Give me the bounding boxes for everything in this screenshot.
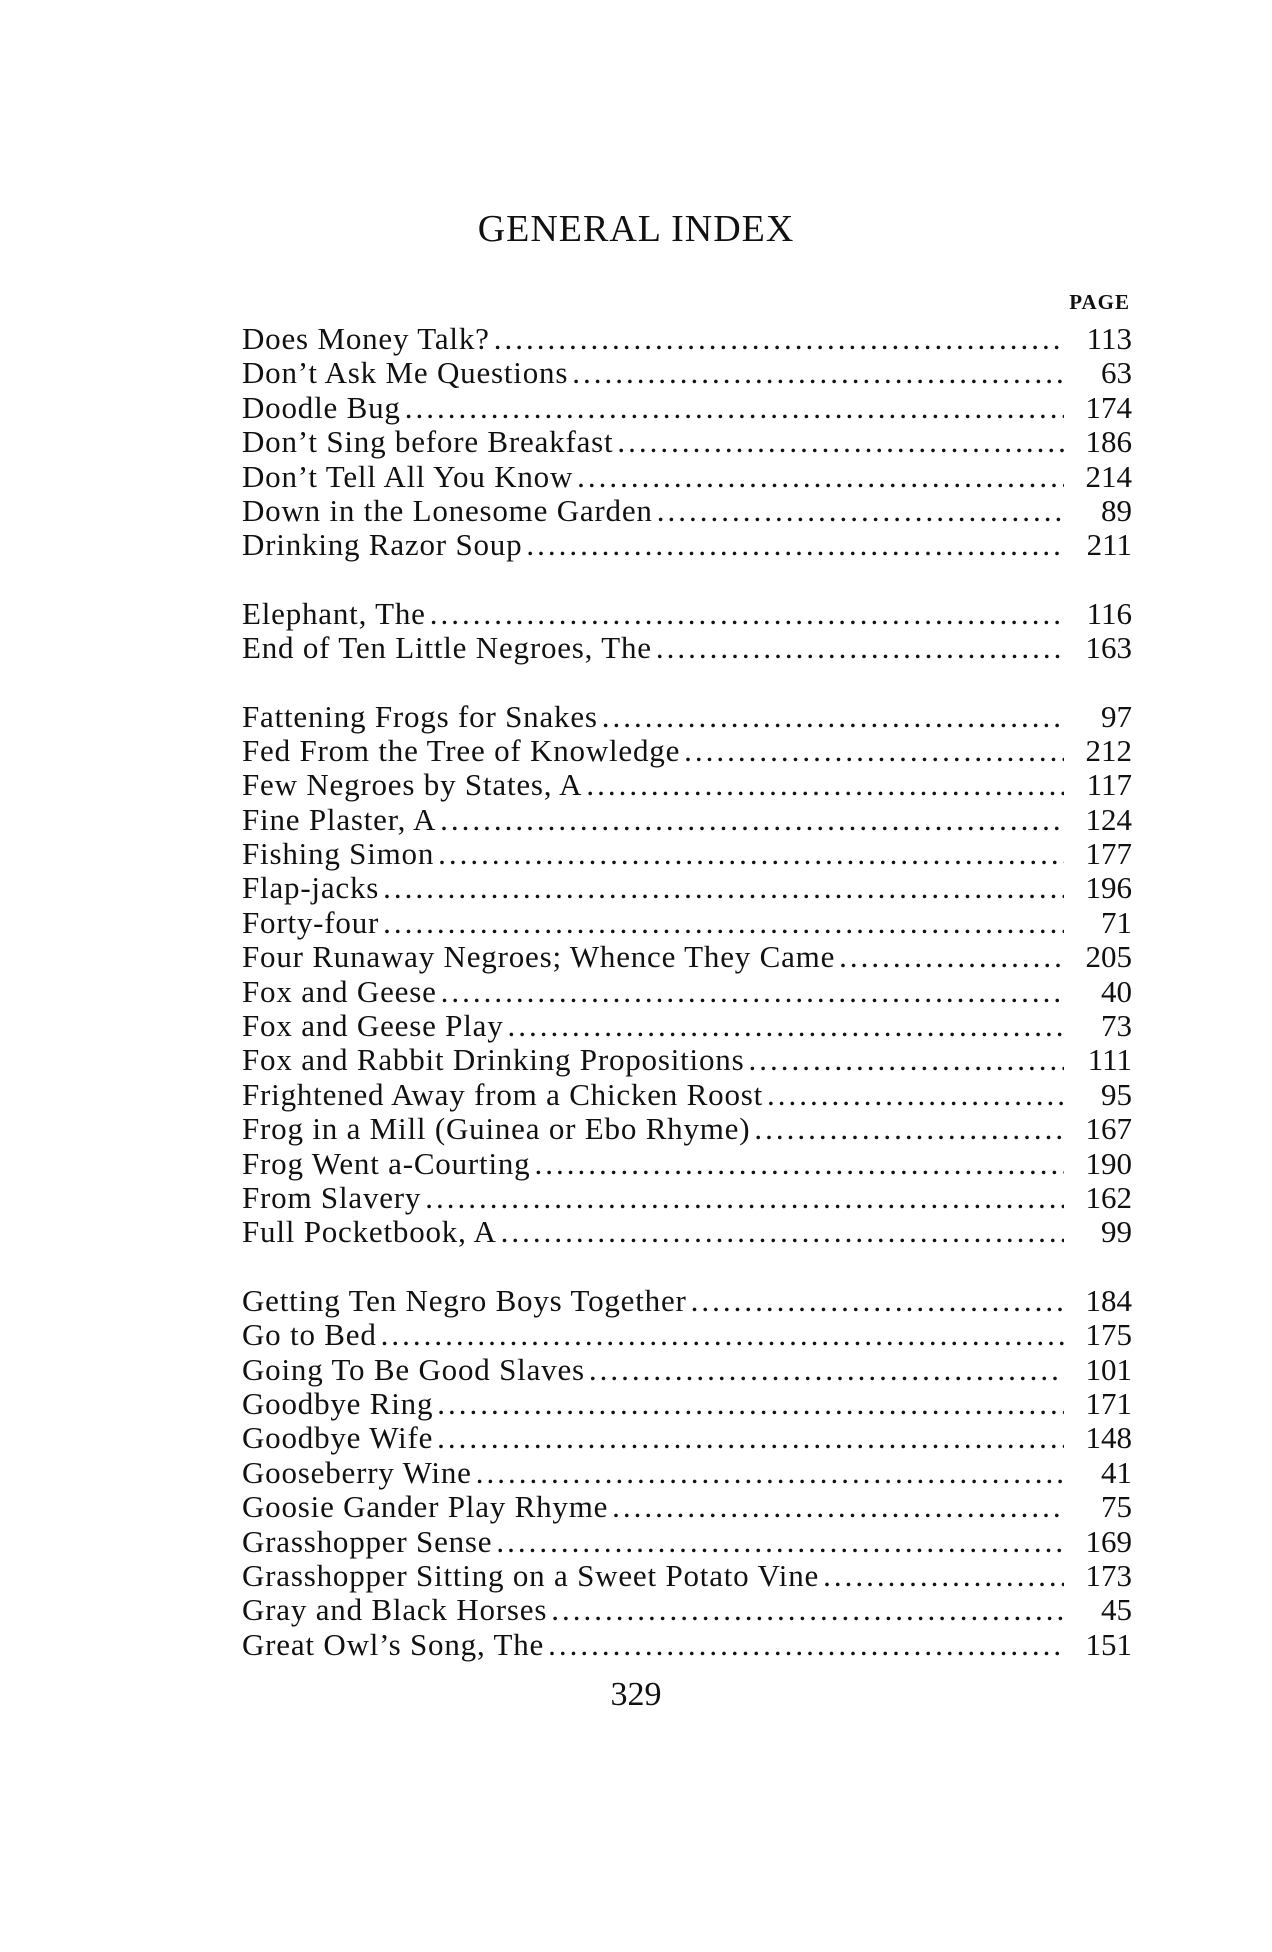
entry-page-number: 205	[1085, 939, 1132, 975]
dot-leader	[656, 631, 1064, 665]
entry-title: Gooseberry Wine	[242, 1454, 472, 1490]
entry-page-number: 97	[1101, 698, 1132, 734]
dot-leader	[405, 391, 1064, 425]
entry-page-number: 111	[1087, 1042, 1132, 1078]
entry-page-number: 99	[1101, 1214, 1132, 1250]
entry-title: Down in the Lonesome Garden	[242, 492, 653, 528]
index-entry	[242, 391, 1132, 425]
index-entry	[242, 768, 1132, 802]
dot-leader	[823, 1559, 1064, 1593]
index-list	[242, 322, 1132, 1662]
entry-title: Fishing Simon	[242, 836, 435, 872]
index-entry	[242, 1284, 1132, 1318]
entry-title: Doodle Bug	[242, 389, 401, 425]
index-entry	[242, 1009, 1132, 1043]
index-entry	[242, 734, 1132, 768]
dot-leader	[767, 1078, 1064, 1112]
index-entry	[242, 1387, 1132, 1421]
index-entry	[242, 1559, 1132, 1593]
index-entry	[242, 528, 1132, 562]
dot-leader	[526, 528, 1064, 562]
entry-page-number: 173	[1085, 1557, 1132, 1593]
dot-leader	[508, 1009, 1065, 1043]
index-entry	[242, 460, 1132, 494]
entry-title: Fine Plaster, A	[242, 801, 437, 837]
entry-title: Forty-four	[242, 904, 380, 940]
index-group	[242, 700, 1132, 1250]
entry-title: Few Negroes by States, A	[242, 767, 583, 803]
entry-page-number: 113	[1086, 321, 1132, 356]
entry-title: Full Pocketbook, A	[242, 1214, 497, 1250]
entry-title: Elephant, The	[242, 595, 426, 631]
entry-title: Great Owl’s Song, The	[242, 1626, 545, 1662]
entry-page-number: 63	[1101, 355, 1132, 391]
dot-leader	[839, 940, 1064, 974]
index-entry	[242, 425, 1132, 459]
page-title: GENERAL INDEX	[477, 208, 795, 250]
entry-page-number: 101	[1085, 1351, 1132, 1387]
dot-leader	[612, 1490, 1064, 1524]
entry-title: Fed From the Tree of Knowledge	[242, 732, 681, 768]
entry-page-number: 151	[1085, 1626, 1132, 1662]
index-entry	[242, 940, 1132, 974]
entry-title: Getting Ten Negro Boys Together	[242, 1282, 687, 1318]
index-group	[242, 322, 1132, 563]
entry-page-number: 174	[1085, 389, 1132, 425]
entry-title: From Slavery	[242, 1179, 422, 1215]
entry-page-number: 148	[1085, 1420, 1132, 1456]
entry-title: Drinking Razor Soup	[242, 527, 523, 563]
entry-title: Frog Went a-Courting	[242, 1145, 531, 1181]
entry-title: Fox and Rabbit Drinking Propositions	[242, 1042, 745, 1078]
index-entry	[242, 1525, 1132, 1559]
entry-title: Frightened Away from a Chicken Roost	[242, 1076, 764, 1112]
entry-page-number: 171	[1085, 1385, 1132, 1421]
dot-leader	[430, 597, 1064, 631]
entry-page-number: 212	[1085, 732, 1132, 768]
index-entry	[242, 356, 1132, 390]
entry-title: Fattening Frogs for Snakes	[242, 698, 598, 734]
index-entry	[242, 631, 1132, 665]
entry-page-number: 117	[1086, 767, 1132, 803]
entry-page-number: 116	[1086, 595, 1132, 631]
dot-leader	[476, 1456, 1064, 1490]
entry-title: Grasshopper Sitting on a Sweet Potato Vine	[242, 1557, 820, 1593]
index-entry	[242, 1490, 1132, 1524]
entry-title: Goodbye Wife	[242, 1420, 434, 1456]
index-entry	[242, 871, 1132, 905]
entry-title: Four Runaway Negroes; Whence They Came	[242, 939, 836, 975]
entry-title: Fox and Geese Play	[242, 1008, 504, 1044]
entry-page-number: 211	[1086, 527, 1132, 563]
entry-page-number: 186	[1085, 424, 1132, 460]
dot-leader	[754, 1112, 1064, 1146]
entry-title: Flap-jacks	[242, 870, 380, 906]
index-entry	[242, 906, 1132, 940]
dot-leader	[691, 1284, 1064, 1318]
entry-title: Don’t Sing before Breakfast	[242, 424, 614, 460]
dot-leader	[383, 906, 1064, 940]
entry-page-number: 124	[1085, 801, 1132, 837]
index-entry	[242, 1456, 1132, 1490]
index-entry	[242, 700, 1132, 734]
entry-page-number: 45	[1101, 1592, 1132, 1628]
index-entry	[242, 1147, 1132, 1181]
entry-title: Going To Be Good Slaves	[242, 1351, 585, 1387]
dot-leader	[437, 1421, 1064, 1455]
entry-page-number: 214	[1085, 458, 1132, 494]
entry-page-number: 177	[1085, 836, 1132, 872]
dot-leader	[438, 837, 1064, 871]
entry-title: Go to Bed	[242, 1317, 377, 1353]
dot-leader	[548, 1628, 1064, 1662]
entry-page-number: 71	[1101, 904, 1132, 940]
entry-title: Goodbye Ring	[242, 1385, 434, 1421]
dot-leader	[748, 1043, 1064, 1077]
index-entry	[242, 1593, 1132, 1627]
dot-leader	[572, 356, 1064, 390]
index-entry	[242, 1421, 1132, 1455]
index-entry	[242, 597, 1132, 631]
dot-leader	[617, 425, 1064, 459]
index-group	[242, 1284, 1132, 1662]
entry-title: Does Money Talk?	[242, 321, 490, 356]
dot-leader	[425, 1181, 1064, 1215]
dot-leader	[684, 734, 1064, 768]
entry-title: Fox and Geese	[242, 973, 437, 1009]
index-entry	[242, 494, 1132, 528]
entry-page-number: 73	[1101, 1008, 1132, 1044]
dot-leader	[589, 1353, 1064, 1387]
index-entry	[242, 837, 1132, 871]
dot-leader	[496, 1525, 1064, 1559]
entry-title: Frog in a Mill (Guinea or Ebo Rhyme)	[242, 1111, 751, 1147]
dot-leader	[383, 871, 1064, 905]
dot-leader	[501, 1215, 1064, 1249]
entry-page-number: 41	[1101, 1454, 1132, 1490]
page-number: 329	[610, 1676, 662, 1713]
index-entry	[242, 1318, 1132, 1352]
entry-title: Don’t Ask Me Questions	[242, 355, 569, 391]
index-entry	[242, 1628, 1132, 1662]
dot-leader	[602, 700, 1064, 734]
entry-title: End of Ten Little Negroes, The	[242, 630, 652, 666]
entry-title: Don’t Tell All You Know	[242, 458, 574, 494]
index-entry	[242, 322, 1132, 356]
entry-page-number: 75	[1101, 1489, 1132, 1525]
entry-page-number: 175	[1085, 1317, 1132, 1353]
entry-page-number: 167	[1085, 1111, 1132, 1147]
dot-leader	[657, 494, 1064, 528]
entry-page-number: 89	[1101, 492, 1132, 528]
entry-page-number: 196	[1085, 870, 1132, 906]
index-entry	[242, 1353, 1132, 1387]
entry-title: Goosie Gander Play Rhyme	[242, 1489, 609, 1525]
dot-leader	[494, 322, 1064, 356]
dot-leader	[586, 768, 1064, 802]
index-entry	[242, 1215, 1132, 1249]
index-entry	[242, 1112, 1132, 1146]
entry-page-number: 40	[1101, 973, 1132, 1009]
entry-page-number: 169	[1085, 1523, 1132, 1559]
index-entry	[242, 1181, 1132, 1215]
dot-leader	[440, 803, 1064, 837]
entry-page-number: 163	[1085, 630, 1132, 666]
index-entry	[242, 975, 1132, 1009]
entry-page-number: 184	[1085, 1282, 1132, 1318]
entry-page-number: 162	[1085, 1179, 1132, 1215]
index-group	[242, 597, 1132, 666]
entry-page-number: 95	[1101, 1076, 1132, 1112]
index-entry	[242, 803, 1132, 837]
page-column-header: PAGE	[1069, 290, 1130, 314]
dot-leader	[534, 1147, 1064, 1181]
entry-title: Gray and Black Horses	[242, 1592, 548, 1628]
dot-leader	[441, 975, 1064, 1009]
dot-leader	[437, 1387, 1064, 1421]
dot-leader	[381, 1318, 1064, 1352]
entry-title: Grasshopper Sense	[242, 1523, 493, 1559]
dot-leader	[551, 1593, 1064, 1627]
entry-page-number: 190	[1085, 1145, 1132, 1181]
dot-leader	[577, 460, 1064, 494]
index-entry	[242, 1043, 1132, 1077]
index-entry	[242, 1078, 1132, 1112]
